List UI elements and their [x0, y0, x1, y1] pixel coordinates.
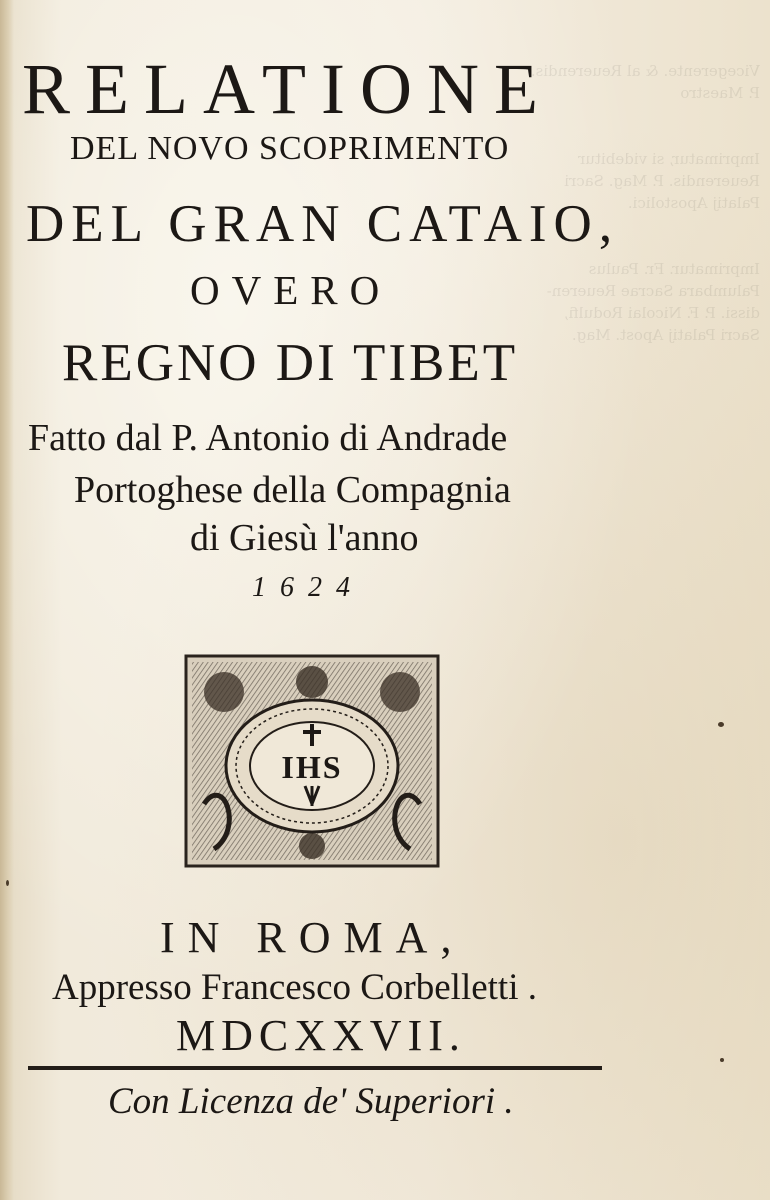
title-novo-scoprimento: DEL NOVO SCOPRIMENTO [70, 130, 510, 167]
bleed-line: Palatij Apostolici. [627, 194, 760, 212]
title-relatione: RELATIONE [22, 49, 553, 129]
title-regno-di-tibet: REGNO DI TIBET [62, 334, 519, 392]
year-of-travel: 1624 [252, 572, 364, 603]
bleed-line: Imprimatur, si videbitur Reuerendis. P. Mag. Sacri [564, 150, 760, 190]
imprint-year: MDCXXVII. [176, 1011, 466, 1060]
horizontal-rule [28, 1066, 602, 1070]
bleed-line: Vicegerente. & al Reuerendis. P. Maestro [530, 62, 760, 102]
author-line-2: Portoghese della Compagnia [74, 469, 511, 511]
bleed-line: Imprimatur. Fr. Paulus Palumbara Sacrae Reueren- [546, 260, 760, 300]
bleed-line: dissi. P. F. Nicolai Rodulfi, Sacri Palatij Apost. Mag. [563, 304, 760, 344]
author-line-3: di Giesù l'anno [190, 517, 419, 559]
license-line: Con Licenza de' Superiori . [108, 1081, 514, 1122]
page-edge-shadow [0, 0, 14, 1200]
ihs-monogram: IHS [281, 749, 343, 785]
ihs-jesuit-emblem-icon [184, 654, 440, 868]
title-overo: OVERO [190, 267, 392, 313]
imprint-city: IN ROMA, [160, 913, 465, 962]
author-line-1: Fatto dal P. Antonio di Andrade [28, 417, 508, 459]
title-gran-cataio: DEL GRAN CATAIO, [26, 195, 620, 253]
imprint-printer: Appresso Francesco Corbelletti . [52, 967, 537, 1008]
